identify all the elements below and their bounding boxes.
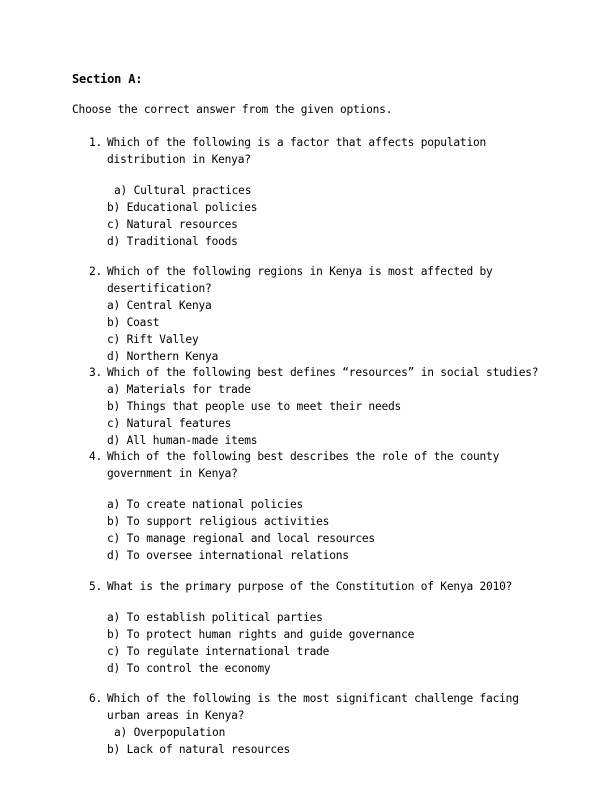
question-number: 2. <box>89 265 103 278</box>
instructions: Choose the correct answer from the given options. <box>72 103 393 116</box>
answer-option[interactable]: b) Coast <box>107 316 160 329</box>
question-number: 5. <box>89 580 103 593</box>
answer-option[interactable]: c) To manage regional and local resources <box>107 532 375 545</box>
answer-option[interactable]: a) Materials for trade <box>107 383 251 396</box>
answer-option[interactable]: c) Natural features <box>107 417 232 430</box>
question-text: urban areas in Kenya? <box>107 709 245 722</box>
question-number: 6. <box>89 692 103 705</box>
question-number: 4. <box>89 450 103 463</box>
question-text: distribution in Kenya? <box>107 153 251 166</box>
question-text: desertification? <box>107 282 212 295</box>
section-title: Section A: <box>72 72 143 86</box>
answer-option[interactable]: b) To protect human rights and guide governance <box>107 628 415 641</box>
answer-option[interactable]: c) Natural resources <box>107 218 238 231</box>
answer-option[interactable]: b) Things that people use to meet their needs <box>107 400 402 413</box>
question-text: What is the primary purpose of the Constitution of Kenya 2010? <box>107 580 513 593</box>
answer-option[interactable]: a) To create national policies <box>107 498 304 511</box>
question-text: Which of the following regions in Kenya is most affected by <box>107 265 493 278</box>
answer-option[interactable]: c) Rift Valley <box>107 333 199 346</box>
question-number: 1. <box>89 136 103 149</box>
answer-option[interactable]: d) Northern Kenya <box>107 350 219 363</box>
answer-option[interactable]: a) Cultural practices <box>114 184 252 197</box>
question-number: 3. <box>89 366 103 379</box>
answer-option[interactable]: d) Traditional foods <box>107 235 238 248</box>
answer-option[interactable]: d) All human-made items <box>107 434 258 447</box>
answer-option[interactable]: a) Overpopulation <box>114 726 226 739</box>
question-text: government in Kenya? <box>107 467 238 480</box>
question-text: Which of the following best describes the role of the county <box>107 450 500 463</box>
question-text: Which of the following is the most significant challenge facing <box>107 692 519 705</box>
answer-option[interactable]: b) To support religious activities <box>107 515 330 528</box>
question-text: Which of the following best defines “resources” in social studies? <box>107 366 539 379</box>
answer-option[interactable]: d) To oversee international relations <box>107 549 349 562</box>
answer-option[interactable]: a) To establish political parties <box>107 611 323 624</box>
answer-option[interactable]: c) To regulate international trade <box>107 645 330 658</box>
answer-option[interactable]: a) Central Kenya <box>107 299 212 312</box>
answer-option[interactable]: b) Lack of natural resources <box>107 743 290 756</box>
answer-option[interactable]: d) To control the economy <box>107 662 271 675</box>
answer-option[interactable]: b) Educational policies <box>107 201 258 214</box>
question-text: Which of the following is a factor that affects population <box>107 136 487 149</box>
